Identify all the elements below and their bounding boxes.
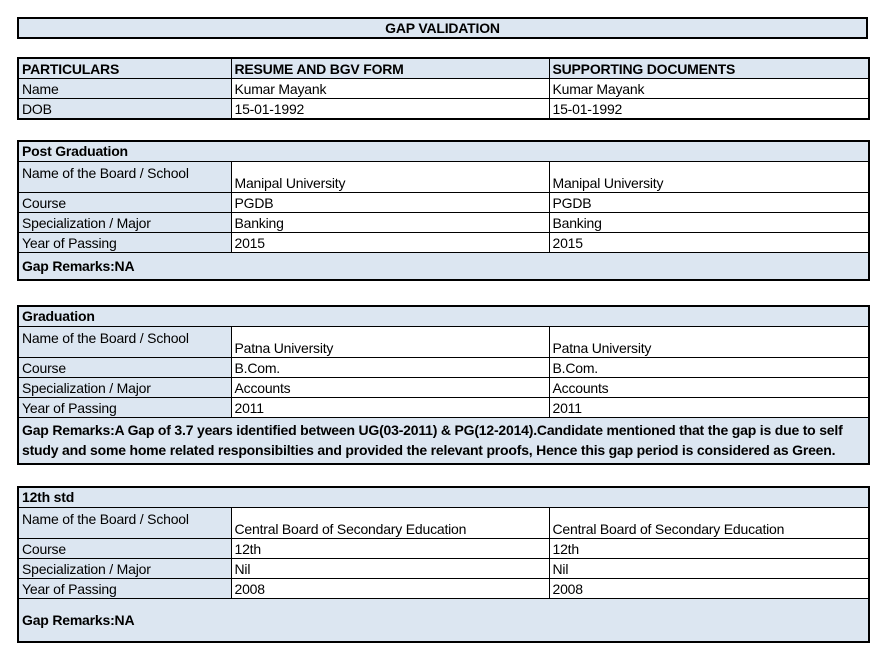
gap-remarks-row <box>18 253 869 281</box>
post-graduation-table <box>17 140 870 281</box>
12th-std-table <box>17 486 870 643</box>
supporting-value: 15-01-1992 <box>549 99 869 120</box>
supporting-value: 2015 <box>549 233 869 253</box>
gap-remarks: Gap Remarks:NA <box>18 253 869 281</box>
table-row <box>18 193 869 213</box>
supporting-value: B.Com. <box>549 358 869 378</box>
supporting-value: Kumar Mayank <box>549 79 869 99</box>
supporting-value: 2011 <box>549 398 869 418</box>
supporting-value: 2008 <box>549 579 869 599</box>
section-heading-row <box>18 487 869 508</box>
resume-value: Accounts <box>231 378 549 398</box>
section-heading: Graduation <box>18 306 869 327</box>
resume-value: 12th <box>231 539 549 559</box>
field-label: Name of the Board / School <box>18 327 231 358</box>
supporting-value: Patna University <box>549 327 869 358</box>
field-label: Name <box>18 79 231 99</box>
gap-remarks-row <box>18 418 869 465</box>
column-header-supporting: SUPPORTING DOCUMENTS <box>549 58 869 79</box>
field-label: Name of the Board / School <box>18 508 231 539</box>
particulars-table <box>17 57 870 120</box>
supporting-value: PGDB <box>549 193 869 213</box>
table-row <box>18 358 869 378</box>
field-label: Year of Passing <box>18 233 231 253</box>
field-label: Course <box>18 358 231 378</box>
section-heading: 12th std <box>18 487 869 508</box>
resume-value: Banking <box>231 213 549 233</box>
section-heading-row <box>18 306 869 327</box>
resume-value: 2008 <box>231 579 549 599</box>
graduation-table <box>17 305 870 465</box>
table-row <box>18 559 869 579</box>
supporting-value: Accounts <box>549 378 869 398</box>
field-label: DOB <box>18 99 231 120</box>
gap-remarks: Gap Remarks:NA <box>18 599 869 643</box>
table-row <box>18 327 869 358</box>
table-row <box>18 398 869 418</box>
supporting-value: Nil <box>549 559 869 579</box>
resume-value: Patna University <box>231 327 549 358</box>
resume-value: 15-01-1992 <box>231 99 549 120</box>
supporting-value: Manipal University <box>549 162 869 193</box>
resume-value: Central Board of Secondary Education <box>231 508 549 539</box>
resume-value: PGDB <box>231 193 549 213</box>
table-row <box>18 539 869 559</box>
table-row <box>18 213 869 233</box>
section-heading-row <box>18 141 869 162</box>
table-row <box>18 79 869 99</box>
table-row <box>18 378 869 398</box>
resume-value: Kumar Mayank <box>231 79 549 99</box>
field-label: Specialization / Major <box>18 559 231 579</box>
column-header-resume: RESUME AND BGV FORM <box>231 58 549 79</box>
column-header-particulars: PARTICULARS <box>18 58 231 79</box>
gap-remarks-row <box>18 599 869 643</box>
field-label: Specialization / Major <box>18 213 231 233</box>
field-label: Course <box>18 539 231 559</box>
field-label: Year of Passing <box>18 398 231 418</box>
resume-value: B.Com. <box>231 358 549 378</box>
table-header-row <box>18 58 869 79</box>
table-row <box>18 162 869 193</box>
table-row <box>18 508 869 539</box>
supporting-value: Central Board of Secondary Education <box>549 508 869 539</box>
field-label: Year of Passing <box>18 579 231 599</box>
table-row <box>18 579 869 599</box>
supporting-value: Banking <box>549 213 869 233</box>
supporting-value: 12th <box>549 539 869 559</box>
section-heading: Post Graduation <box>18 141 869 162</box>
field-label: Course <box>18 193 231 213</box>
table-row <box>18 99 869 120</box>
field-label: Specialization / Major <box>18 378 231 398</box>
field-label: Name of the Board / School <box>18 162 231 193</box>
resume-value: Manipal University <box>231 162 549 193</box>
resume-value: Nil <box>231 559 549 579</box>
document-title: GAP VALIDATION <box>17 17 868 39</box>
resume-value: 2011 <box>231 398 549 418</box>
resume-value: 2015 <box>231 233 549 253</box>
gap-remarks: Gap Remarks:A Gap of 3.7 years identified between UG(03-2011) & PG(12-2014).Candidate mentioned that the gap is due to self study and some home related responsibilties and provided the relevant proofs, Hence this gap period is considered as Green. <box>18 418 869 465</box>
table-row <box>18 233 869 253</box>
